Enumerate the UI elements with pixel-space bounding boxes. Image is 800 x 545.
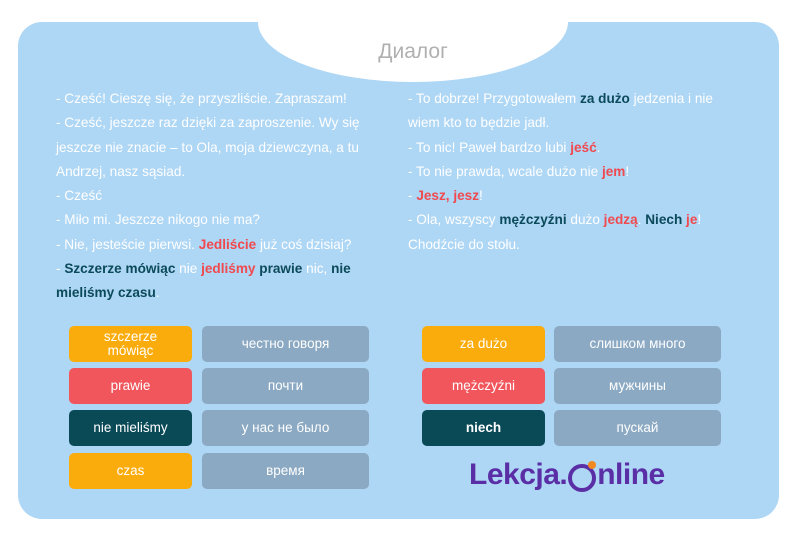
vocab-pl-text: za dużo	[459, 336, 508, 351]
vocab-pl-card[interactable]	[422, 326, 545, 362]
dialog-text: nie	[175, 261, 202, 277]
dialog-text: jeszcze nie znacie – to Ola, moja dziewczyna, a tu	[56, 139, 359, 155]
vocab-pl-card[interactable]	[69, 410, 192, 446]
vocab-pl-card[interactable]	[69, 326, 192, 362]
vocab-pl-text: szczerze mówiąc	[103, 329, 158, 358]
vocab-pl-card[interactable]	[69, 453, 192, 489]
highlighted-word: jedliśmy	[201, 261, 256, 277]
dialog-line	[408, 111, 713, 135]
vocab-ru-text: почти	[267, 378, 304, 393]
dialog-line	[56, 208, 360, 232]
highlighted-word: jedzą	[603, 212, 638, 228]
dialog-text: Andrzej, nasz sąsiad.	[56, 163, 186, 179]
dialog-text: dużo	[566, 212, 604, 228]
dialog-left-column	[56, 87, 360, 306]
dialog-text: - To dobrze! Przygotowałem	[408, 91, 581, 106]
dialog-line	[56, 87, 360, 111]
dialog-text: wiem kto to będzie jadł.	[408, 115, 550, 131]
highlighted-word: Jesz, jesz	[416, 188, 480, 204]
vocab-ru-card[interactable]	[554, 410, 721, 446]
highlighted-word: Niech	[645, 212, 683, 228]
dialog-line	[56, 257, 360, 281]
dialog-text: jedzenia i nie	[629, 91, 713, 106]
logo-text-part1: Lekcja.	[469, 458, 568, 491]
highlighted-word: jeść	[570, 139, 597, 155]
vocab-ru-text: честно говоря	[241, 336, 330, 351]
vocab-ru-text: у нас не было	[241, 420, 330, 435]
highlighted-word: je	[686, 212, 698, 228]
highlighted-word: Szczerze mówiąc	[64, 261, 176, 277]
vocab-pl-text: mężczyźni	[451, 378, 515, 393]
dialog-line	[408, 136, 713, 160]
dialog-right-column	[408, 87, 713, 257]
dialog-line	[56, 160, 360, 184]
dialog-text: !	[697, 212, 702, 228]
dialog-text: już coś dzisiaj?	[256, 236, 352, 252]
vocab-ru-card[interactable]	[554, 326, 721, 362]
dialog-line	[408, 208, 713, 232]
dialog-line	[408, 184, 713, 208]
vocab-ru-card[interactable]	[202, 368, 369, 404]
dialog-text: .	[155, 285, 160, 301]
dialog-text: - Nie, jesteście pierwsi.	[56, 236, 199, 252]
dialog-text: -	[408, 188, 417, 204]
logo-clock-icon	[568, 464, 596, 492]
dialog-text: - Ola, wszyscy	[408, 212, 500, 228]
dialog-text: - To nic! Paweł bardzo lubi	[408, 139, 571, 155]
highlighted-word: prawie	[259, 261, 303, 277]
page-title: Диалог	[378, 40, 448, 63]
vocab-pl-text: niech	[465, 420, 502, 435]
vocab-ru-text: слишком много	[589, 336, 686, 351]
dialog-line	[56, 111, 360, 135]
dialog-line	[408, 87, 713, 111]
dialog-text: - To nie prawda, wcale dużo nie	[408, 163, 602, 179]
dialog-text: - Cześć, jeszcze raz dzięki za zaproszenie. Wy się	[56, 115, 360, 131]
vocab-pl-text: czas	[116, 463, 145, 478]
highlighted-word: nie	[331, 261, 351, 277]
dialog-text: Chodźcie do stołu.	[408, 236, 520, 252]
vocab-pl-card[interactable]	[69, 368, 192, 404]
highlighted-word: Jedliście	[198, 236, 257, 252]
vocab-ru-card[interactable]	[554, 368, 721, 404]
dialog-line	[56, 184, 360, 208]
dialog-text: -	[56, 261, 65, 277]
vocab-ru-card[interactable]	[202, 453, 369, 489]
dialog-text: - Cześć	[56, 188, 103, 204]
dialog-text: - Cześć! Cieszę się, że przyszliście. Zapraszam!	[56, 91, 347, 106]
vocab-ru-card[interactable]	[202, 326, 369, 362]
dialog-text: - Miło mi. Jeszcze nikogo nie ma?	[56, 212, 260, 228]
dialog-line	[56, 281, 360, 305]
dialog-text: !	[479, 188, 483, 204]
vocab-ru-text: время	[266, 463, 305, 478]
dialog-text: nic,	[302, 261, 332, 277]
vocab-ru-text: пускай	[616, 420, 659, 435]
vocab-pl-card[interactable]	[422, 368, 545, 404]
vocab-ru-text: мужчины	[609, 378, 666, 393]
vocab-pl-text: nie mieliśmy	[93, 420, 168, 435]
dialog-text: .	[596, 139, 601, 155]
vocab-pl-card[interactable]	[422, 410, 545, 446]
dialog-text: .	[637, 212, 646, 228]
dialog-line	[408, 233, 713, 257]
dialog-line	[408, 160, 713, 184]
highlighted-word: za dużo	[580, 91, 630, 106]
highlighted-word: mieliśmy czasu	[56, 285, 156, 301]
logo-text-part2: nline	[597, 458, 665, 491]
highlighted-word: jem	[601, 163, 626, 179]
lekcja-online-logo	[469, 458, 665, 492]
dialog-text: !	[625, 163, 630, 179]
dialog-line	[56, 233, 360, 257]
dialog-line	[56, 136, 360, 160]
vocab-pl-text: prawie	[110, 378, 151, 393]
vocab-ru-card[interactable]	[202, 410, 369, 446]
highlighted-word: mężczyźni	[499, 212, 567, 228]
